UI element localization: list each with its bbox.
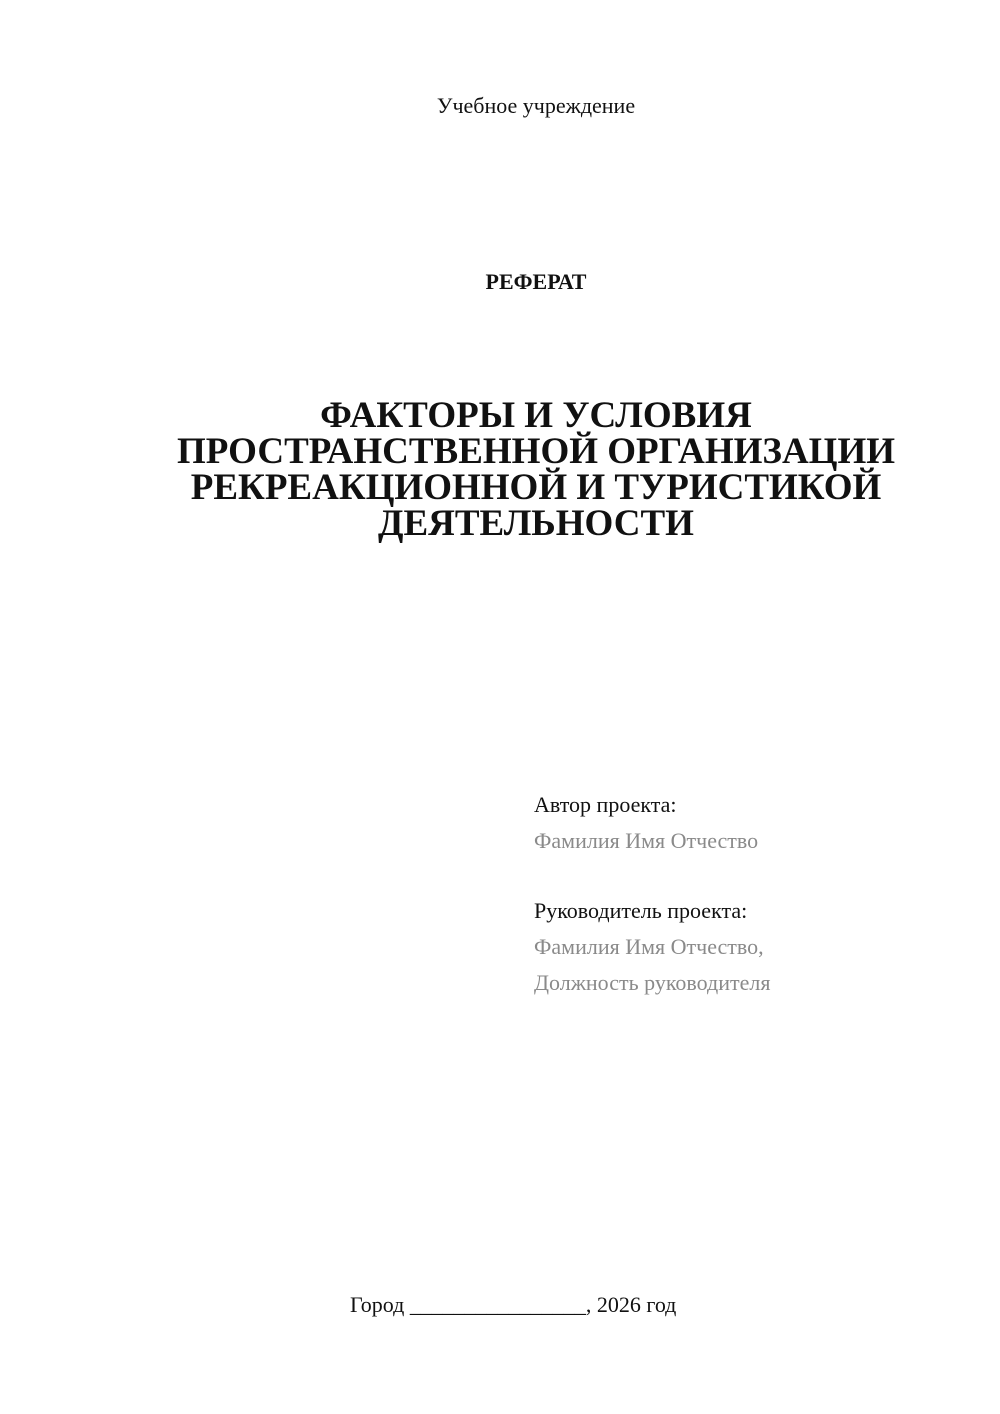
city-year-line: Город ________________, 2026 год [350,1292,677,1317]
title-line-2: ПРОСТРАНСТВЕННОЙ ОРГАНИЗАЦИИ [176,431,896,472]
supervisor-name: Фамилия Имя Отчество, [534,934,764,959]
author-name: Фамилия Имя Отчество [534,828,759,853]
author-block [534,787,974,859]
author-label: Автор проекта: [534,792,677,817]
title-line-3: РЕКРЕАКЦИОННОЙ И ТУРИСТИКОЙ [190,467,882,508]
document-type: РЕФЕРАТ [485,269,587,294]
title-line-4: ДЕЯТЕЛЬНОСТИ [378,503,694,544]
document-title [120,395,952,544]
supervisor-label: Руководитель проекта: [534,898,748,923]
title-line-1: ФАКТОРЫ И УСЛОВИЯ [320,395,752,436]
institution-name: Учебное учреждение [436,93,636,118]
supervisor-position: Должность руководителя [534,970,771,995]
supervisor-block [534,893,974,1001]
